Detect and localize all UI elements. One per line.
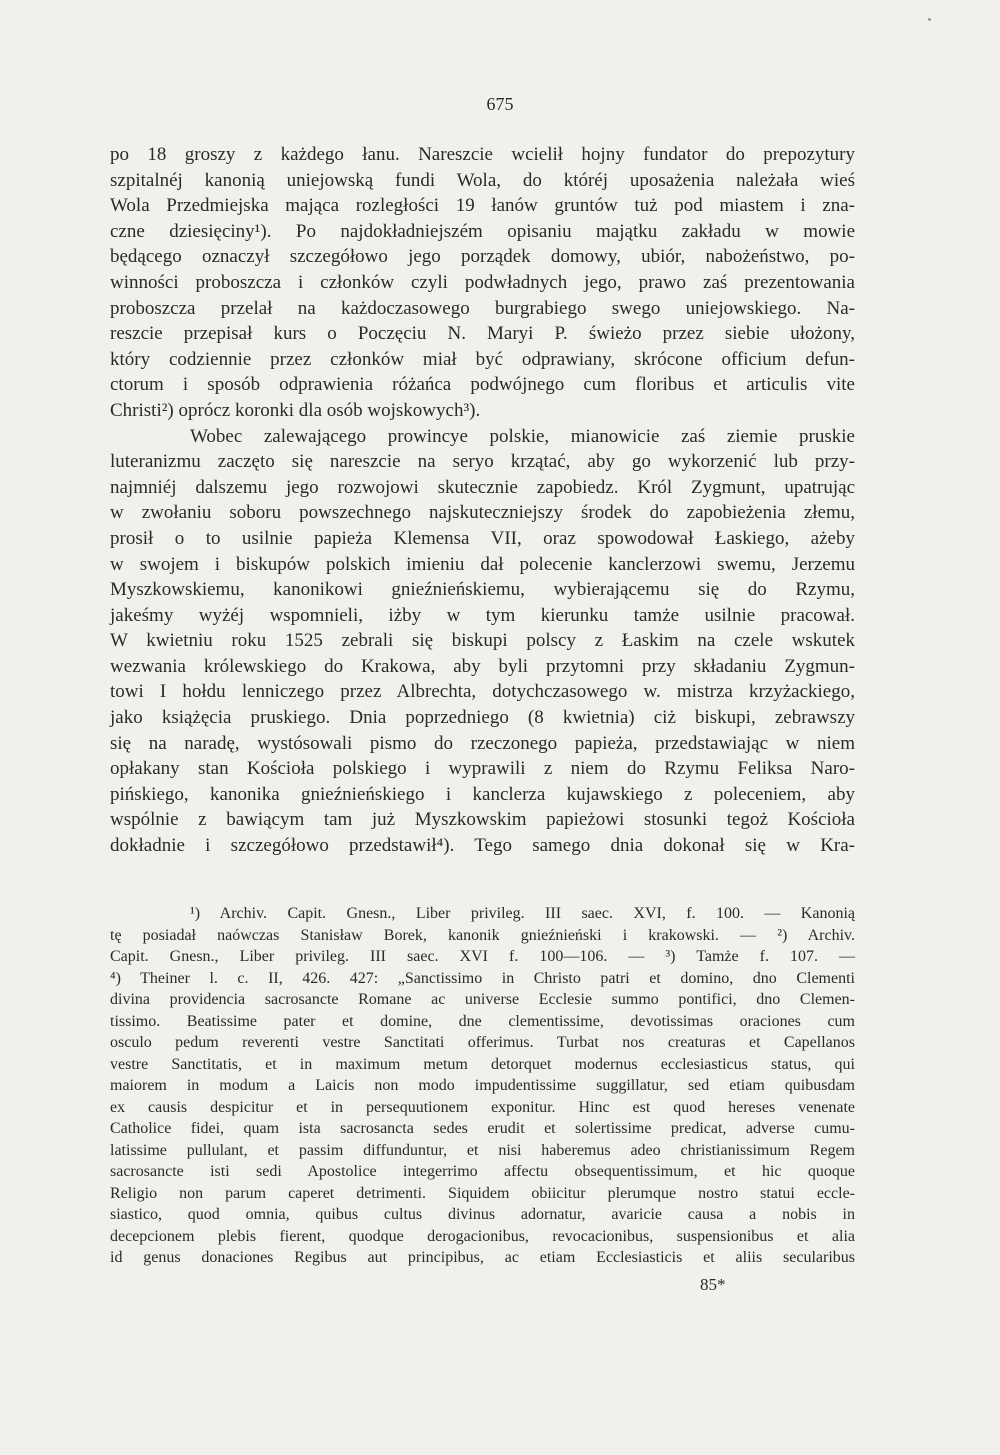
main-text — [110, 142, 855, 859]
footnote-line: latissime pullulant, et passim diffunduntur, et nisi haberemus adeo christianissimum Regem — [110, 1141, 855, 1159]
footnote-line: divina providencia sacrosancte Romane ac universe Ecclesie summo pontifici, dno Clemen- — [110, 991, 855, 1008]
text-line: w swojem i biskupów polskich imieniu dał polecenie kanclerzowi swemu, Jerzemu — [110, 553, 855, 575]
text-line: prosił o to usilnie papieża Klemensa VII, oraz spowodował Łaskiego, ażeby — [110, 527, 855, 549]
text-line: Myszkowskiemu, kanonikowi gnieźnieńskiemu, wybierającemu się do Rzymu, — [110, 579, 855, 601]
footnote-line: sacrosancte isti sedi Apostolice integerrimo affectu obsequentissimum, et hic quoque — [110, 1163, 855, 1180]
footnote-line: vestre Sanctitatis, et in maximum metum detorquet modernus ecclesiasticus status, qui — [110, 1055, 855, 1073]
paper-speck — [928, 18, 931, 21]
footnote-line: id genus donaciones Regibus aut principibus, ac etiam Ecclesiasticis et aliis secularibus — [110, 1249, 855, 1266]
text-line: najmniéj dalszemu jego rozwojowi skutecznie zapobiedz. Król Zygmunt, upatrując — [110, 476, 855, 498]
footnote-line: tę posiadał naówczas Stanisław Borek, kanonik gnieźnieński i krakowski. — ²) Archiv. — [110, 926, 855, 944]
footnote-line: ⁴) Theiner l. c. II, 426. 427: „Sanctissimo in Christo patri et domino, dno Clementi — [110, 969, 855, 987]
footnotes — [110, 903, 855, 1269]
text-line: towi I hołdu lenniczego przez Albrechta, dotychczasowego w. mistrza krzyżackiego, — [110, 681, 855, 703]
text-line: luteranizmu zaczęto się nareszcie na seryo krzątać, aby go wykorzenić lub przy- — [110, 451, 855, 473]
text-line: który codziennie przez członków miał być odprawiany, skrócone officium defun- — [110, 348, 855, 370]
footnote-line: Capit. Gnesn., Liber privileg. III saec. XVI f. 100—106. — ³) Tamże f. 107. — — [110, 948, 855, 965]
footnote-line: ¹) Archiv. Capit. Gnesn., Liber privileg. III saec. XVI, f. 100. — Kanonią — [190, 905, 855, 922]
footnote-line: maiorem in modum a Laicis non modo impudentissime suggillatur, sed etiam quibusdam — [110, 1077, 855, 1094]
footnote-line: Religio non parum caperet detrimenti. Siquidem obiicitur plerumque nostro statui eccle- — [110, 1184, 855, 1202]
text-line: winności proboszcza i członków czyli podwładnych jego, prawo zaś prezentowania — [110, 271, 855, 293]
text-line: W kwietniu roku 1525 zebrali się biskupi polscy z Łaskim na czele wskutek — [110, 630, 855, 652]
text-line: Christi²) oprócz koronki dla osób wojskowych³). — [110, 399, 481, 421]
text-line: opłakany stan Kościoła polskiego i wyprawili z niem do Rzymu Feliksa Naro- — [110, 758, 855, 780]
footnote-line: decepcionem plebis fierent, quodque derogacionibus, revocacionibus, suspensionibus et alia — [110, 1227, 855, 1245]
text-line: pińskiego, kanonika gnieźnieńskiego i kanclerza kujawskiego z poleceniem, aby — [110, 783, 855, 805]
text-line: proboszcza przelał na każdoczasowego burgrabiego swego uniejowskiego. Na- — [110, 297, 855, 319]
footnote-line: Catholice fidei, quam ista sacrosancta sedes erudit et solertissime predicat, adverse cumu- — [110, 1120, 855, 1137]
text-line: Wobec zalewającego prowincye polskie, mianowicie zaś ziemie pruskie — [190, 425, 855, 447]
text-line: reszcie przepisał kurs o Poczęciu N. Maryi P. świeżo przez siebie ułożony, — [110, 323, 855, 345]
footnote-line: ex causis despicitur et in persequutionem exponitur. Hinc est quod hereses venenate — [110, 1098, 855, 1116]
text-line: Wola Przedmiejska mająca rozległości 19 łanów gruntów tuż pod miastem i zna- — [110, 195, 855, 217]
printer-signature-mark: 85* — [700, 1275, 726, 1294]
text-line: w zwołaniu soboru powszechnego najskuteczniejszy środek do zapobieżenia złemu, — [110, 502, 855, 524]
text-line: jakeśmy wyżéj wspomnieli, iżby w tym kierunku tamże usilnie pracował. — [110, 604, 855, 626]
text-line: czne dziesięciny¹). Po najdokładniejszém opisaniu majątku zakładu w mowie — [110, 220, 855, 242]
text-line: jako książęcia pruskiego. Dnia poprzedniego (8 kwietnia) ciż biskupi, zebrawszy — [110, 707, 855, 729]
text-line: po 18 groszy z każdego łanu. Nareszcie wcielił hojny fundator do prepozytury — [110, 144, 855, 165]
text-line: dokładnie i szczegółowo przedstawił⁴). Tego samego dnia dokonał się w Kra- — [110, 835, 855, 857]
footnote-line: tissimo. Beatissime pater et domine, dne clementissime, devotissimas oraciones cum — [110, 1012, 855, 1030]
footnote-line: siastico, quod omnia, quibus cultus divinus adornatur, avaricie causa a nobis in — [110, 1206, 855, 1223]
text-line: wezwania królewskiego do Krakowa, aby byli przytomni przy składaniu Zygmun- — [110, 655, 855, 677]
text-line: się na naradę, wystósowali pismo do rzeczonego papieża, przedstawiając w niem — [110, 732, 855, 754]
text-line: szpitalnéj kanonią uniejowską fundi Wola, do któréj uposażenia należała wieś — [110, 169, 855, 191]
page-number: 675 — [486, 94, 514, 114]
footnote-line: osculo pedum reverenti vestre Sanctitati offerimus. Turbat nos creaturas et Capellanos — [110, 1034, 855, 1051]
text-line: będącego oznaczył szczegółowo jego porządek domowy, ubiór, nabożeństwo, po- — [110, 246, 855, 268]
text-line: ctorum i sposób odprawienia różańca podwójnego cum floribus et articulis vite — [110, 374, 855, 396]
text-line: wspólnie z bawiącym tam już Myszkowskim papieżowi stosunki tegoż Kościoła — [110, 809, 855, 831]
